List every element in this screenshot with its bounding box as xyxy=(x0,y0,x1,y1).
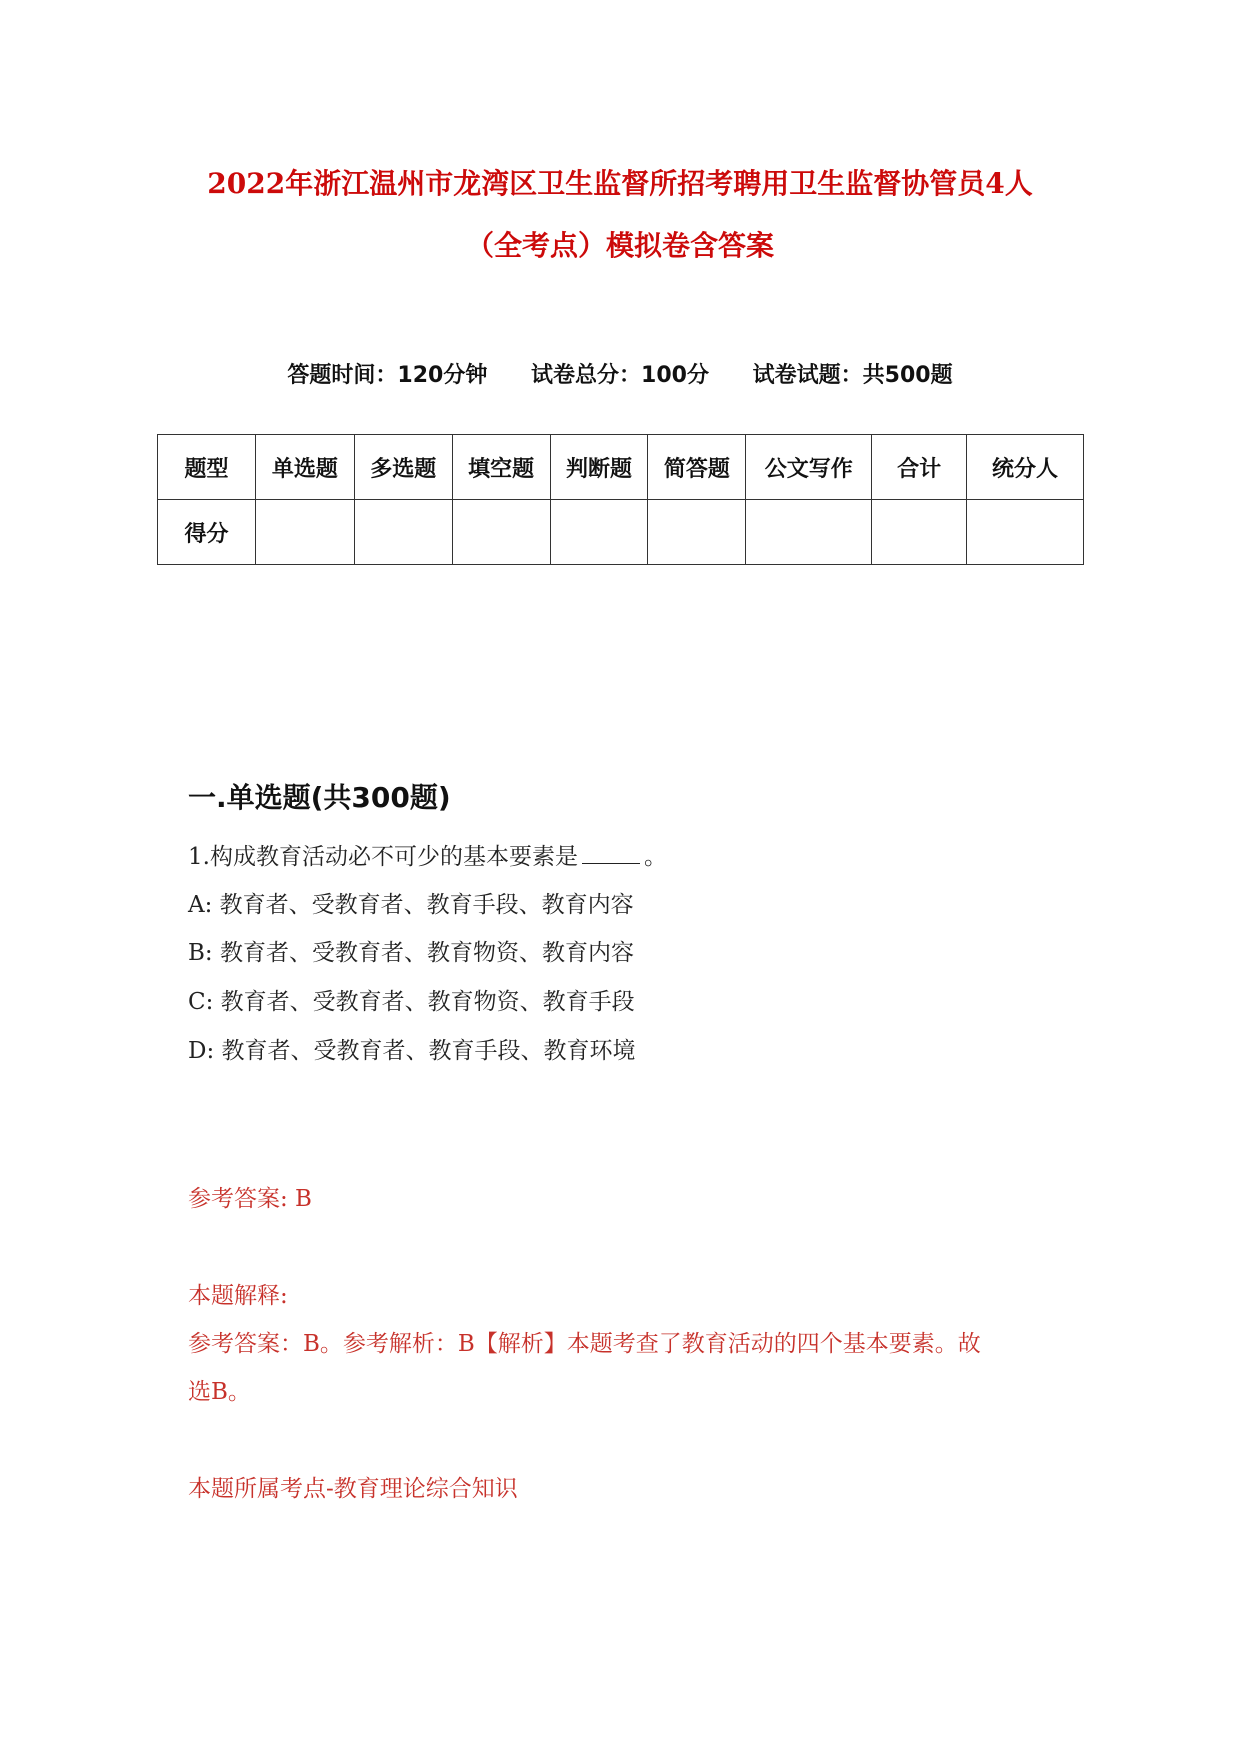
explanation-line2: 选B。 xyxy=(188,1379,251,1405)
exam-time: 答题时间：120分钟 xyxy=(287,363,488,388)
score-cell xyxy=(967,500,1084,565)
header-cell: 单选题 xyxy=(255,435,354,500)
option-b: B: 教育者、受教育者、教育物资、教育内容 xyxy=(188,940,634,966)
score-table-header-row xyxy=(158,435,1084,500)
score-cell xyxy=(550,500,648,565)
exam-total-score: 试卷总分：100分 xyxy=(531,363,709,388)
score-cell xyxy=(648,500,746,565)
score-table-score-row xyxy=(158,500,1084,565)
question-stem xyxy=(188,838,667,871)
header-cell: 简答题 xyxy=(648,435,746,500)
score-cell xyxy=(746,500,872,565)
row-label-cell: 得分 xyxy=(158,500,256,565)
explanation-line1: 参考答案：B。参考解析：B【解析】本题考查了教育活动的四个基本要素。故 xyxy=(188,1331,981,1357)
exam-info xyxy=(150,358,1090,389)
header-cell: 填空题 xyxy=(452,435,550,500)
option-a: A: 教育者、受教育者、教育手段、教育内容 xyxy=(188,892,634,918)
document-title-line2: （全考点）模拟卷含答案 xyxy=(465,229,774,262)
score-cell xyxy=(255,500,354,565)
option-d: D: 教育者、受教育者、教育手段、教育环境 xyxy=(188,1038,636,1064)
score-cell xyxy=(354,500,452,565)
explanation-label: 本题解释: xyxy=(188,1283,288,1309)
score-cell xyxy=(452,500,550,565)
exam-question-count: 试卷试题：共500题 xyxy=(752,363,953,388)
score-table xyxy=(157,434,1084,565)
score-cell xyxy=(872,500,967,565)
header-cell: 判断题 xyxy=(550,435,648,500)
answer-blank xyxy=(582,845,640,864)
question-stem-end: 。 xyxy=(643,844,667,870)
question-stem-text: 1.构成教育活动必不可少的基本要素是 xyxy=(188,844,578,870)
option-c: C: 教育者、受教育者、教育物资、教育手段 xyxy=(188,989,635,1015)
header-cell: 多选题 xyxy=(354,435,452,500)
knowledge-topic: 本题所属考点-教育理论综合知识 xyxy=(188,1476,518,1502)
section-title: 一.单选题(共300题) xyxy=(188,781,451,814)
header-cell: 合计 xyxy=(872,435,967,500)
reference-answer: 参考答案: B xyxy=(188,1186,312,1212)
header-cell: 统分人 xyxy=(967,435,1084,500)
header-cell: 题型 xyxy=(158,435,256,500)
header-cell: 公文写作 xyxy=(746,435,872,500)
document-title-line1: 2022年浙江温州市龙湾区卫生监督所招考聘用卫生监督协管员4人 xyxy=(207,167,1033,200)
